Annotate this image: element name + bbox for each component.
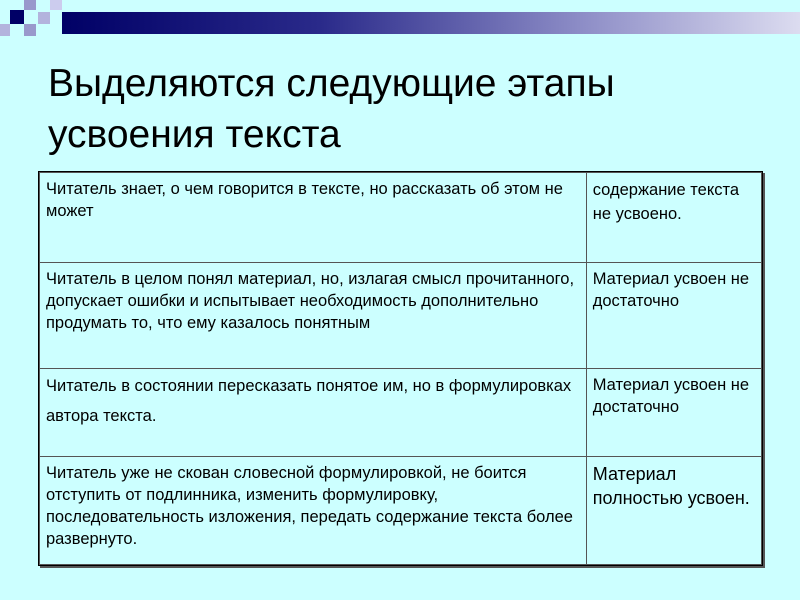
table-row — [40, 173, 762, 263]
stage-description-cell: Читатель уже не скован словесной формулировкой, не боится отступить от подлинника, изменить формулировку, последовательность изложения, передать содержание текста более развернуто. — [40, 457, 587, 565]
stage-result-cell: Материал усвоен не достаточно — [586, 263, 761, 369]
slide-title-line-2: усвоения текста — [48, 113, 341, 156]
stage-description-cell: Читатель знает, о чем говорится в тексте, но рассказать об этом не может — [40, 173, 587, 263]
table-row — [40, 368, 762, 456]
header-gradient-bar — [62, 12, 800, 34]
decorative-square — [10, 10, 24, 24]
stage-result-cell: Материал усвоен не достаточно — [586, 368, 761, 456]
decorative-square — [0, 24, 10, 36]
slide-title-line-1: Выделяются следующие этапы — [48, 62, 615, 105]
table-row — [40, 263, 762, 369]
stage-description-cell: Читатель в состоянии пересказать понятое им, но в формулировках автора текста. — [40, 368, 587, 456]
stage-result-cell: Материал полностью усвоен. — [586, 457, 761, 565]
decorative-square — [24, 24, 36, 36]
stages-table — [38, 171, 763, 566]
decorative-square — [24, 0, 36, 10]
decorative-square — [38, 12, 50, 24]
table-row — [40, 457, 762, 565]
stage-description-cell: Читатель в целом понял материал, но, излагая смысл прочитанного, допускает ошибки и испытывает необходимость дополнительно продумать то, что ему казалось понятным — [40, 263, 587, 369]
decorative-header — [0, 0, 800, 50]
slide-title — [48, 58, 768, 160]
stage-result-cell: содержание текста не усвоено. — [586, 173, 761, 263]
decorative-square — [50, 0, 62, 10]
